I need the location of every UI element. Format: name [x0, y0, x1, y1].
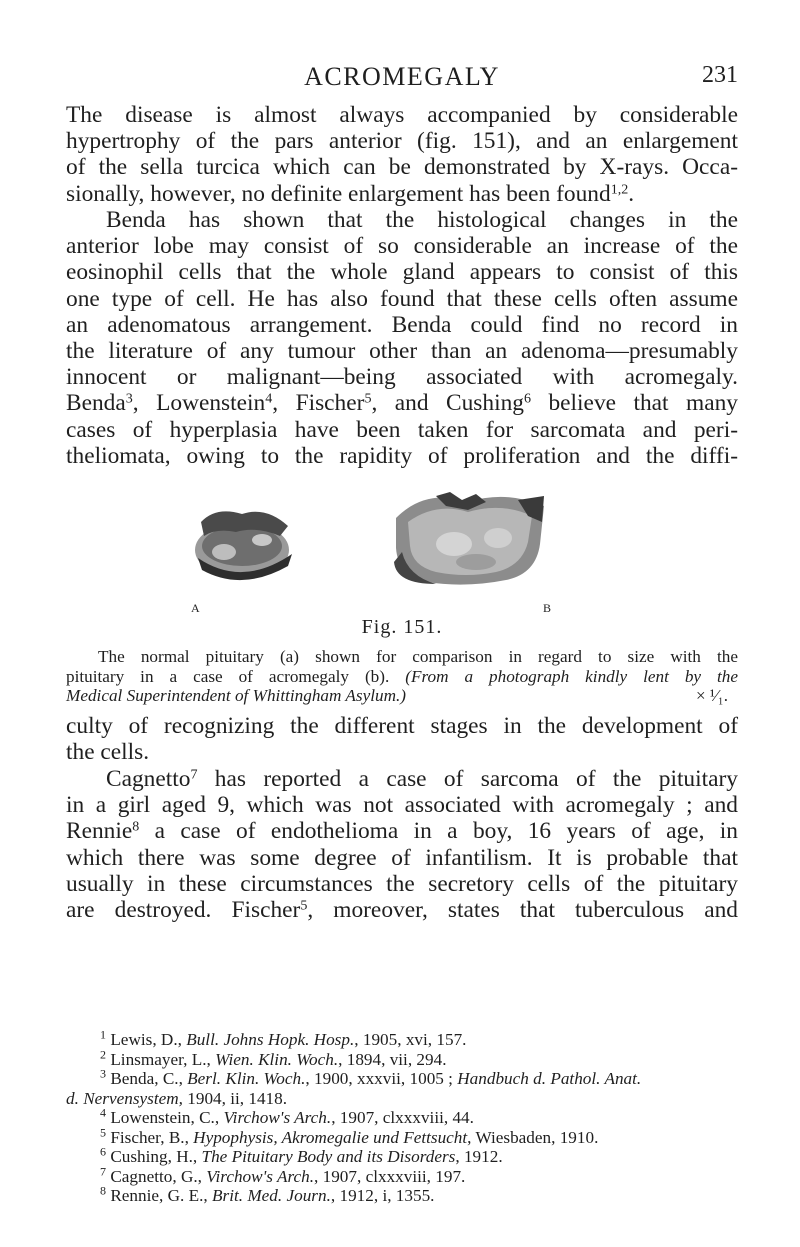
text-line: eosinophil cells that the whole gland appears to consist of this	[66, 259, 738, 286]
paragraph-4	[66, 766, 738, 923]
pituitary-specimen-a	[195, 511, 292, 580]
text-line: usually in these circumstances the secretory cells of the pituitary	[66, 870, 738, 897]
text-line: innocent or malignant—being associated with acromegaly.	[66, 364, 738, 391]
caption-line: Medical Superintendent of Whittingham Asylum.)	[66, 686, 407, 706]
text-line: culty of recognizing the different stages in the development of	[66, 713, 738, 739]
text-line: the cells.	[66, 739, 150, 766]
paragraph-3	[66, 713, 738, 765]
footnote-ref: 1,2	[610, 180, 629, 197]
caption-line: The normal pituitary (a) shown for comparison in regard to size with the	[98, 647, 738, 666]
figure-label-b: B	[543, 601, 553, 615]
text-line: Cagnetto$^7$ has reported a case of sarcoma of the pituitary	[106, 766, 738, 792]
pituitary-specimen-b	[394, 492, 544, 585]
text-line: Rennie$^8$ a case of endothelioma in a boy, 16 years of age, in	[66, 818, 738, 845]
footnote-ref: 5	[300, 897, 308, 914]
footnote: $^8$ Rennie, G. E., Brit. Med. Journ., 1912, i, 1355.	[100, 1183, 435, 1205]
text-line: an adenomatous arrangement. Benda could find no record in	[66, 311, 738, 338]
figure-caption	[66, 647, 738, 706]
text-line: theliomata, owing to the rapidity of proliferation and the diffi-	[66, 442, 738, 469]
text-line: of the sella turcica which can be demonstrated by X-rays. Occa-	[66, 154, 738, 181]
footnote-ref: 6	[524, 390, 532, 407]
text-line: which there was some degree of infantilism. It is probable that	[66, 844, 738, 871]
footnotes	[66, 1027, 738, 1206]
text-line: cases of hyperplasia have been taken for sarcomata and peri-	[66, 416, 738, 443]
footnote-ref: 3	[125, 390, 133, 407]
figure-image	[66, 492, 738, 602]
figure-title: Fig. 151.	[361, 616, 443, 638]
figure-scale: × ¹⁄₁.	[696, 686, 728, 705]
paragraph-1	[66, 102, 738, 207]
text-line: Benda$^3$, Lowenstein$^4$, Fischer$^5$, and Cushing$^6$ believe that many	[66, 390, 738, 417]
running-title: ACROMEGALY	[304, 62, 500, 91]
footnote-continuation: d. Nervensystem, 1904, ii, 1418.	[66, 1088, 288, 1108]
page-header	[66, 62, 738, 96]
footnote: $^3$ Benda, C., Berl. Klin. Woch., 1900, xxxvii, 1005 ; Handbuch d. Pathol. Anat.	[100, 1066, 642, 1088]
footnote-ref: 4	[265, 390, 273, 407]
caption-line: pituitary in a case of acromegaly (b). (From a photograph kindly lent by the	[66, 666, 738, 686]
footnote: $^7$ Cagnetto, G., Virchow's Arch., 1907, clxxxviii, 197.	[100, 1163, 466, 1186]
page-number: 231	[702, 62, 738, 88]
footnote-ref: 7	[190, 766, 198, 783]
footnote: $^5$ Fischer, B., Hypophysis, Akromegalie und Fettsucht, Wiesbaden, 1910.	[100, 1124, 599, 1147]
footnote: $^2$ Linsmayer, L., Wien. Klin. Woch., 1894, vii, 294.	[100, 1046, 447, 1069]
text-line: Benda has shown that the histological changes in the	[106, 207, 738, 233]
figure-label-a: A	[191, 601, 201, 615]
footnote-ref: 8	[132, 818, 140, 835]
paragraph-2	[66, 207, 738, 469]
text-line: anterior lobe may consist of so considerable an increase of the	[66, 233, 738, 260]
text-line: the literature of any tumour other than an adenoma—presumably	[66, 338, 738, 365]
text-line: sionally, however, no definite enlargement has been found$^{1,2}$.	[66, 180, 635, 207]
footnote: $^1$ Lewis, D., Bull. Johns Hopk. Hosp., 1905, xvi, 157.	[100, 1027, 467, 1049]
text-line: The disease is almost always accompanied by considerable	[66, 102, 738, 128]
text-line: are destroyed. Fischer$^5$, moreover, states that tuberculous and	[66, 897, 738, 924]
footnote: $^4$ Lowenstein, C., Virchow's Arch., 1907, clxxxviii, 44.	[100, 1105, 474, 1127]
text-line: in a girl aged 9, which was not associated with acromegaly ; and	[66, 792, 738, 819]
footnote-ref: 5	[364, 390, 372, 407]
text-line: hypertrophy of the pars anterior (fig. 151), and an enlargement	[66, 128, 738, 155]
text-line: one type of cell. He has also found that these cells often assume	[66, 285, 738, 312]
footnote: $^6$ Cushing, H., The Pituitary Body and its Disorders, 1912.	[100, 1144, 503, 1166]
